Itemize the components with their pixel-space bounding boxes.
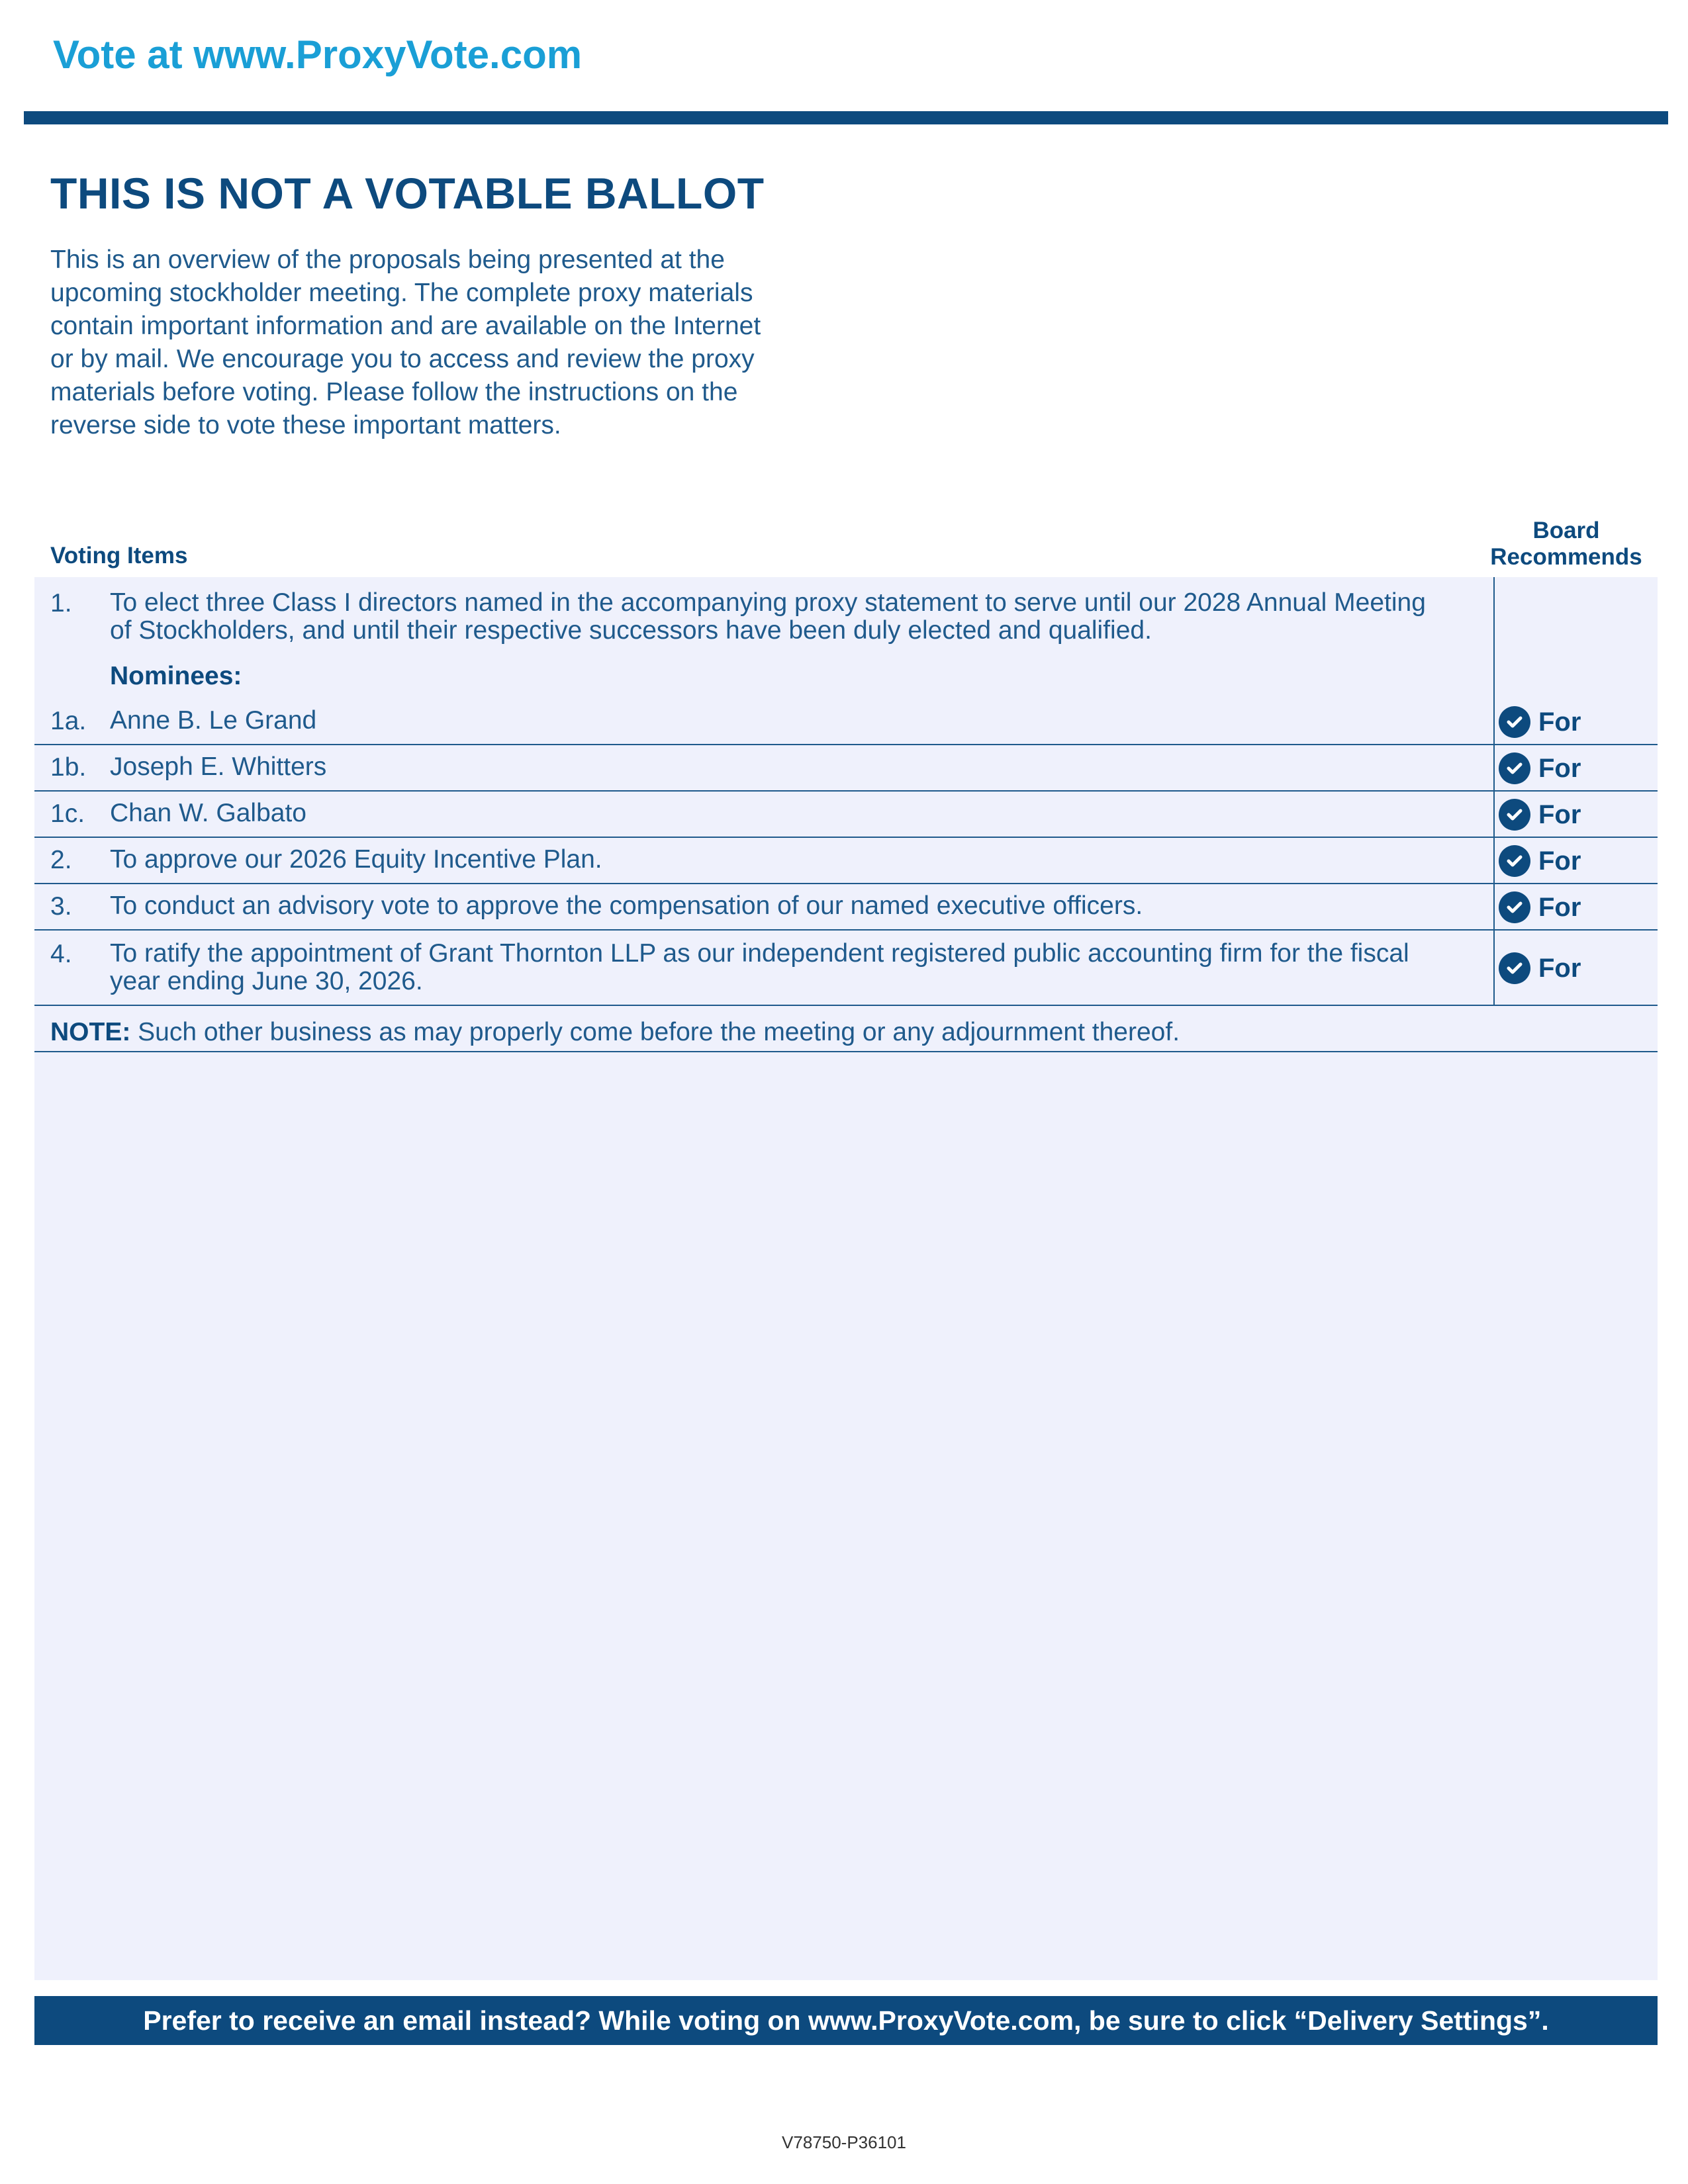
check-circle-icon [1499, 845, 1530, 877]
item-text [110, 589, 1480, 645]
item-number: 1c. [50, 799, 85, 828]
note-label: NOTE: [50, 1018, 131, 1046]
email-delivery-banner [34, 1996, 1658, 2045]
item-number: 4. [50, 940, 72, 968]
item-number: 1a. [50, 707, 87, 735]
intro-line: reverse side to vote these important matters. [50, 411, 561, 439]
note-body: Such other business as may properly come before the meeting or any adjournment thereof. [130, 1018, 1180, 1046]
column-divider [1493, 577, 1495, 1005]
recommendation-label: For [1538, 892, 1581, 922]
recommendation-label: For [1538, 707, 1581, 737]
item-number: 3. [50, 892, 72, 921]
voting-items-header: Voting Items [50, 543, 188, 569]
recommendation [1499, 798, 1581, 831]
intro-line: materials before voting. Please follow the instructions on the [50, 378, 738, 406]
note-text [50, 1018, 1180, 1047]
recommendation [1499, 844, 1581, 878]
recommendation-label: For [1538, 753, 1581, 783]
job-code: V78750-P36101 [782, 2132, 906, 2152]
intro-line: or by mail. We encourage you to access and review the proxy [50, 345, 755, 373]
page-title: THIS IS NOT A VOTABLE BALLOT [50, 169, 765, 218]
item-text-line: To ratify the appointment of Grant Thornton LLP as our independent registered public accounting firm for the fiscal [110, 939, 1409, 968]
recommendation [1499, 891, 1581, 924]
intro-line: contain important information and are available on the Internet [50, 312, 761, 340]
table-row [34, 744, 1658, 745]
intro-paragraph [50, 244, 818, 442]
item-text-line: of Stockholders, and until their respective successors have been duly elected and qualified. [110, 616, 1152, 645]
item-text [110, 940, 1480, 995]
recommendation-label: For [1538, 953, 1581, 983]
table-row [34, 1051, 1658, 1052]
header-rule [24, 111, 1668, 124]
item-text-line: year ending June 30, 2026. [110, 967, 423, 995]
recommends-label: Recommends [1490, 544, 1642, 570]
recommendation [1499, 752, 1581, 785]
recommendation [1499, 952, 1581, 985]
check-circle-icon [1499, 799, 1530, 831]
table-row [34, 929, 1658, 931]
check-circle-icon [1499, 891, 1530, 923]
item-text-line: To elect three Class I directors named in the accompanying proxy statement to serve until our 2028 Annual Meeting [110, 588, 1426, 617]
board-label: Board [1532, 518, 1600, 543]
check-circle-icon [1499, 952, 1530, 984]
voting-items-panel [34, 577, 1658, 1980]
item-text: To approve our 2026 Equity Incentive Plan. [110, 845, 602, 874]
item-number: 1. [50, 589, 72, 617]
recommendation-label: For [1538, 799, 1581, 829]
item-text: Joseph E. Whitters [110, 752, 327, 781]
board-recommends-header [1480, 518, 1652, 570]
table-row [34, 790, 1658, 792]
intro-line: This is an overview of the proposals being presented at the [50, 246, 725, 274]
recommendation-label: For [1538, 846, 1581, 876]
item-text: To conduct an advisory vote to approve the compensation of our named executive officers. [110, 891, 1143, 920]
recommendation [1499, 705, 1581, 739]
check-circle-icon [1499, 706, 1530, 738]
item-text: Anne B. Le Grand [110, 706, 317, 735]
nominees-label: Nominees: [110, 662, 242, 690]
table-row [34, 837, 1658, 838]
table-row [34, 1005, 1658, 1006]
item-number: 1b. [50, 753, 87, 782]
item-text: Chan W. Galbato [110, 799, 306, 827]
item-number: 2. [50, 846, 72, 874]
table-row [34, 883, 1658, 884]
check-circle-icon [1499, 752, 1530, 784]
intro-line: upcoming stockholder meeting. The complete proxy materials [50, 279, 753, 307]
email-delivery-message: Prefer to receive an email instead? While voting on www.ProxyVote.com, be sure to click “Delivery Settings”. [143, 2005, 1549, 2036]
proxyvote-link[interactable]: Vote at www.ProxyVote.com [53, 32, 583, 77]
